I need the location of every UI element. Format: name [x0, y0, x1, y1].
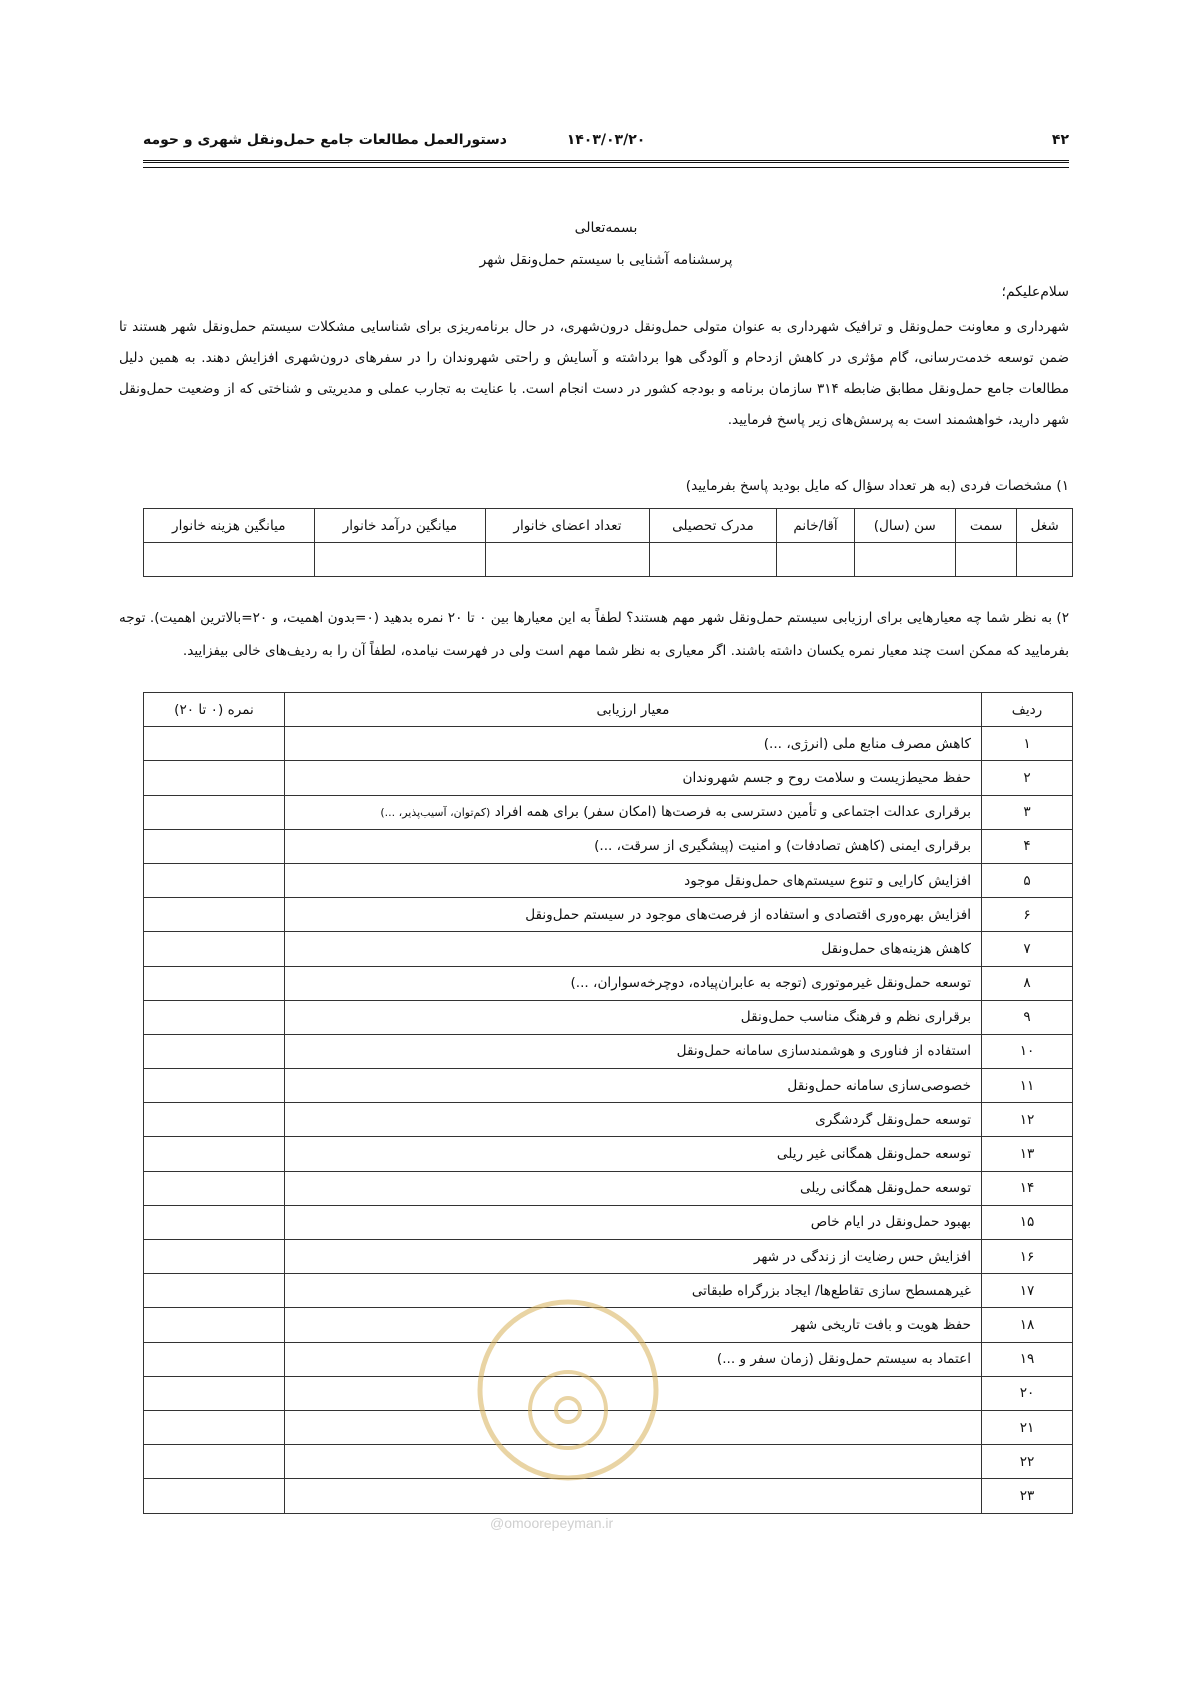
column-header-job: شغل	[1017, 509, 1073, 543]
row-number-cell: ۱۳	[982, 1137, 1073, 1171]
row-number-cell: ۶	[982, 898, 1073, 932]
intro-paragraph: شهرداری و معاونت حمل‌ونقل و ترافیک شهرداری به عنوان متولی حمل‌ونقل درون‌شهری، در حال برنامه‌ریزی برای شناسایی مشکلات سیستم حمل‌ونقل شهر هستند تا ضمن توسعه خدمت‌رسانی، گام مؤثری در کاهش ازدحام و آلودگی هوا برداشته و آسایش و راحتی شهروندان را در سفرهای درون‌شهری افزایش دهند. به همین دلیل مطالعات جامع حمل‌ونقل مطابق ضابطه ۳۱۴ سازمان برنامه و بودجه کشور در دست انجام است. با عنایت به تجارب عملی و مدیریتی و شناختی که از وضعیت حمل‌ونقل شهر دارید، خواهشمند است به پرسش‌های زیر پاسخ فرمایید.	[119, 319, 1069, 428]
row-number-cell: ۱۰	[982, 1034, 1073, 1068]
column-header-position: سمت	[955, 509, 1016, 543]
row-number-cell: ۵	[982, 863, 1073, 897]
row-number-cell: ۲۰	[982, 1376, 1073, 1410]
score-input-cell[interactable]	[144, 1034, 285, 1068]
greeting: سلام‌علیکم؛	[1001, 284, 1069, 300]
criterion-cell	[285, 1000, 982, 1034]
answer-cell-education[interactable]	[649, 543, 777, 577]
row-number-cell: ۹	[982, 1000, 1073, 1034]
criterion-cell	[285, 829, 982, 863]
column-header-income: میانگین درآمد خانوار	[314, 509, 486, 543]
criteria-row	[144, 1103, 1073, 1137]
score-input-cell[interactable]	[144, 1410, 285, 1444]
header-divider	[143, 160, 1069, 168]
column-header-age: سن (سال)	[854, 509, 955, 543]
answer-cell-job[interactable]	[1017, 543, 1073, 577]
criterion-cell	[285, 1034, 982, 1068]
row-number-cell: ۲	[982, 761, 1073, 795]
personal-info-header-row	[144, 509, 1073, 543]
row-number-cell: ۱۷	[982, 1274, 1073, 1308]
criterion-cell	[285, 898, 982, 932]
header-date: ۱۴۰۳/۰۳/۲۰	[566, 132, 646, 148]
document-title: دستورالعمل مطالعات جامع حمل‌ونقل شهری و حومه	[143, 132, 507, 148]
criteria-row	[144, 1171, 1073, 1205]
score-input-cell[interactable]	[144, 1376, 285, 1410]
criterion-text: برقراری نظم و فرهنگ مناسب حمل‌ونقل	[740, 1009, 971, 1026]
score-input-cell[interactable]	[144, 898, 285, 932]
score-input-cell[interactable]	[144, 1103, 285, 1137]
score-input-cell[interactable]	[144, 1342, 285, 1376]
criterion-text: استفاده از فناوری و هوشمندسازی سامانه حمل‌ونقل	[676, 1043, 971, 1060]
criterion-cell	[285, 932, 982, 966]
criterion-text: افزایش بهره‌وری اقتصادی و استفاده از فرصت‌های موجود در سیستم حمل‌ونقل	[525, 906, 971, 923]
questionnaire-title: پرسشنامه آشنایی با سیستم حمل‌ونقل شهر	[479, 252, 733, 268]
row-number-cell: ۳	[982, 795, 1073, 829]
row-number-cell: ۱۱	[982, 1069, 1073, 1103]
score-input-cell[interactable]	[144, 829, 285, 863]
criterion-cell	[285, 795, 982, 829]
criterion-text: توسعه حمل‌ونقل غیرموتوری (توجه به عابران‌پیاده، دوچرخه‌سواران، ...)	[570, 975, 971, 992]
answer-cell-household-size[interactable]	[486, 543, 649, 577]
criterion-text: توسعه حمل‌ونقل همگانی غیر ریلی	[776, 1146, 971, 1163]
score-input-cell[interactable]	[144, 795, 285, 829]
criterion-cell	[285, 863, 982, 897]
answer-cell-age[interactable]	[854, 543, 955, 577]
criteria-row	[144, 1240, 1073, 1274]
score-input-cell[interactable]	[144, 1137, 285, 1171]
score-input-cell[interactable]	[144, 1274, 285, 1308]
row-number-cell: ۴	[982, 829, 1073, 863]
score-input-cell[interactable]	[144, 966, 285, 1000]
question-1: ۱) مشخصات فردی (به هر تعداد سؤال که مایل بودید پاسخ بفرمایید)	[685, 478, 1069, 494]
criteria-row	[144, 1069, 1073, 1103]
criteria-row	[144, 966, 1073, 1000]
criterion-cell	[285, 1103, 982, 1137]
criterion-cell	[285, 1069, 982, 1103]
answer-cell-gender[interactable]	[777, 543, 854, 577]
criterion-text: برقراری عدالت اجتماعی و تأمین دسترسی به فرصت‌ها (امکان سفر) برای همه افراد	[494, 804, 971, 821]
invocation-heading: بسمه‌تعالی	[574, 220, 638, 236]
criteria-row	[144, 932, 1073, 966]
row-number-cell: ۱۴	[982, 1171, 1073, 1205]
score-input-cell[interactable]	[144, 761, 285, 795]
criterion-text: غیرهمسطح سازی تقاطع‌ها/ ایجاد بزرگراه طبقاتی	[691, 1282, 971, 1299]
criteria-row	[144, 898, 1073, 932]
score-input-cell[interactable]	[144, 1171, 285, 1205]
criterion-cell	[285, 1240, 982, 1274]
criteria-row	[144, 1137, 1073, 1171]
criterion-cell	[285, 1205, 982, 1239]
column-header-criterion: معیار ارزیابی	[285, 693, 982, 727]
criteria-row	[144, 1000, 1073, 1034]
score-input-cell[interactable]	[144, 727, 285, 761]
personal-info-answer-row	[144, 543, 1073, 577]
row-number-cell: ۱۸	[982, 1308, 1073, 1342]
row-number-cell: ۸	[982, 966, 1073, 1000]
score-input-cell[interactable]	[144, 863, 285, 897]
row-number-cell: ۱۹	[982, 1342, 1073, 1376]
criteria-row	[144, 1205, 1073, 1239]
answer-cell-expense[interactable]	[144, 543, 315, 577]
column-header-expense: میانگین هزینه خانوار	[144, 509, 315, 543]
score-input-cell[interactable]	[144, 1308, 285, 1342]
score-input-cell[interactable]	[144, 1069, 285, 1103]
score-input-cell[interactable]	[144, 1205, 285, 1239]
criterion-text: افزایش حس رضایت از زندگی در شهر	[753, 1248, 971, 1265]
watermark-text: @omoorepeyman.ir	[490, 1515, 614, 1531]
score-input-cell[interactable]	[144, 1445, 285, 1479]
row-number-cell: ۱۵	[982, 1205, 1073, 1239]
score-input-cell[interactable]	[144, 932, 285, 966]
criterion-text: کاهش مصرف منابع ملی (انرژی، ...)	[763, 735, 971, 752]
criteria-row	[144, 829, 1073, 863]
criterion-cell	[285, 1171, 982, 1205]
criterion-text: حفظ محیط‌زیست و سلامت روح و جسم شهروندان	[682, 769, 971, 786]
row-number-cell: ۲۱	[982, 1410, 1073, 1444]
criterion-cell	[285, 1137, 982, 1171]
criteria-row	[144, 761, 1073, 795]
column-header-row-number: ردیف	[982, 693, 1073, 727]
criteria-row	[144, 1034, 1073, 1068]
running-header	[143, 128, 1069, 154]
score-input-cell[interactable]	[144, 1479, 285, 1513]
row-number-cell: ۱	[982, 727, 1073, 761]
criterion-text: افزایش کارایی و تنوع سیستم‌های حمل‌ونقل موجود	[684, 872, 971, 889]
personal-info-table	[143, 508, 1073, 577]
criterion-text: توسعه حمل‌ونقل همگانی ریلی	[799, 1180, 971, 1197]
question-2: ۲) به نظر شما چه معیارهایی برای ارزیابی سیستم حمل‌ونقل شهر مهم هستند؟ لطفاً به این معیارها بین ۰ تا ۲۰ نمره بدهید (۰=بدون اهمیت، و ۲۰=بالاترین اهمیت). توجه بفرمایید که ممکن است چند معیار نمره یکسان داشته باشند. اگر معیاری به نظر شما مهم است ولی در فهرست نیامده، لطفاً آن را به ردیف‌های خالی بیفزایید.	[119, 610, 1070, 659]
column-header-household-size: تعداد اعضای خانوار	[486, 509, 649, 543]
row-number-cell: ۲۳	[982, 1479, 1073, 1513]
score-input-cell[interactable]	[144, 1000, 285, 1034]
criterion-text: برقراری ایمنی (کاهش تصادفات) و امنیت (پیشگیری از سرقت، ...)	[594, 838, 971, 855]
row-number-cell: ۱۶	[982, 1240, 1073, 1274]
criteria-row	[144, 863, 1073, 897]
answer-cell-income[interactable]	[314, 543, 486, 577]
row-number-cell: ۲۲	[982, 1445, 1073, 1479]
page-number: ۴۲	[1051, 132, 1069, 148]
criteria-row	[144, 795, 1073, 829]
criterion-text: خصوصی‌سازی سامانه حمل‌ونقل	[787, 1077, 971, 1094]
criterion-cell	[285, 966, 982, 1000]
column-header-score: نمره (۰ تا ۲۰)	[144, 693, 285, 727]
row-number-cell: ۷	[982, 932, 1073, 966]
answer-cell-position[interactable]	[955, 543, 1016, 577]
criterion-text: بهبود حمل‌ونقل در ایام خاص	[810, 1214, 971, 1231]
criterion-text: توسعه حمل‌ونقل گردشگری	[815, 1111, 971, 1128]
criteria-row	[144, 727, 1073, 761]
criterion-text: اعتماد به سیستم حمل‌ونقل (زمان سفر و ...)	[716, 1351, 971, 1368]
criterion-cell	[285, 761, 982, 795]
watermark-seal	[468, 1290, 668, 1490]
criterion-text: کاهش هزینه‌های حمل‌ونقل	[821, 940, 971, 957]
criterion-cell	[285, 727, 982, 761]
score-input-cell[interactable]	[144, 1240, 285, 1274]
column-header-education: مدرک تحصیلی	[649, 509, 777, 543]
row-number-cell: ۱۲	[982, 1103, 1073, 1137]
criterion-note: (کم‌توان، آسیب‌پذیر، ...)	[380, 806, 491, 820]
criteria-header-row	[144, 693, 1073, 727]
column-header-gender: آقا/خانم	[777, 509, 854, 543]
criterion-text: حفظ هویت و بافت تاریخی شهر	[792, 1316, 971, 1333]
